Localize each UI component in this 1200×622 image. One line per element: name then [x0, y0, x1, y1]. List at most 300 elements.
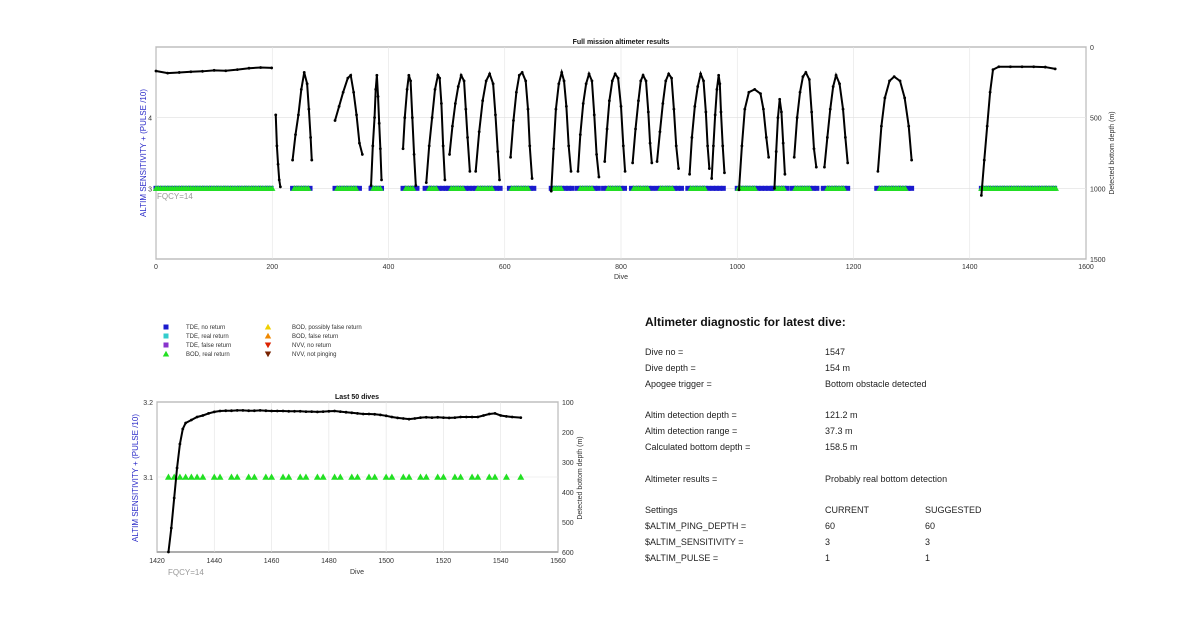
top-y-right-label: Detected bottom depth (m): [1109, 111, 1116, 195]
depth-point: [408, 418, 411, 421]
depth-point: [437, 74, 440, 77]
depth-point: [661, 102, 664, 105]
depth-point: [425, 416, 428, 419]
depth-point: [799, 91, 802, 94]
depth-point: [555, 108, 558, 111]
depth-point: [371, 145, 374, 148]
depth-point: [242, 409, 245, 412]
depth-point: [438, 77, 441, 80]
depth-point: [782, 142, 785, 145]
depth-point: [642, 74, 645, 77]
depth-point: [620, 105, 623, 108]
bottom-x-tick-label: 1440: [206, 558, 223, 565]
top-y-right-tick-label: 1500: [1090, 257, 1106, 264]
depth-point: [370, 184, 373, 187]
setting-current: 3: [825, 537, 831, 547]
setting-suggested: 60: [925, 521, 936, 531]
depth-point: [677, 167, 680, 170]
depth-point: [402, 147, 405, 150]
depth-point: [593, 113, 596, 116]
depth-point: [339, 410, 342, 413]
bottom-chart-title: Last 50 dives: [335, 394, 379, 401]
depth-point: [307, 108, 310, 111]
top-x-tick-label: 1200: [845, 264, 862, 271]
bottom-x-tick-label: 1500: [378, 558, 394, 565]
bottom-x-tick-label: 1480: [321, 558, 337, 565]
full-mission-chart: [139, 39, 1116, 281]
tde-no-return-marker: [622, 186, 627, 191]
depth-point: [883, 96, 886, 99]
tde-no-return-marker: [679, 186, 684, 191]
depth-point: [189, 70, 192, 73]
depth-point: [708, 167, 711, 170]
depth-point: [650, 161, 653, 164]
depth-point: [649, 142, 652, 145]
depth-point: [585, 82, 588, 85]
depth-point: [322, 410, 325, 413]
depth-point: [293, 410, 296, 413]
depth-point: [835, 74, 838, 77]
depth-point: [759, 92, 762, 95]
depth-point: [496, 150, 499, 153]
depth-point: [259, 409, 262, 412]
depth-point: [826, 136, 829, 139]
top-x-label: Dive: [613, 274, 629, 281]
depth-point: [448, 417, 451, 420]
top-fqcy-annotation: FQCY=14: [157, 192, 193, 201]
depth-point: [411, 116, 414, 119]
depth-point: [647, 111, 650, 114]
depth-point: [696, 85, 699, 88]
depth-point: [201, 414, 204, 417]
depth-point: [505, 415, 508, 418]
depth-point: [378, 122, 381, 125]
top-x-tick-label: 800: [615, 264, 627, 271]
depth-point: [813, 147, 816, 150]
depth-point: [570, 170, 573, 173]
depth-point: [306, 82, 309, 85]
depth-point: [431, 416, 434, 419]
legend-triangle-marker: [265, 342, 271, 348]
legend-triangle-marker: [265, 333, 271, 339]
depth-point: [465, 416, 468, 419]
depth-point: [299, 410, 302, 413]
depth-point: [247, 409, 250, 412]
depth-point: [361, 153, 364, 156]
depth-point: [899, 80, 902, 83]
setting-label: $ALTIM_SENSITIVITY =: [645, 537, 744, 547]
legend-square-marker: [164, 325, 169, 330]
depth-point: [379, 147, 382, 150]
depth-point: [236, 68, 239, 71]
last-50-dives-chart: [131, 394, 584, 577]
diagnostic-value: 154 m: [825, 363, 851, 373]
depth-point: [374, 88, 377, 91]
bottom-fqcy-annotation: FQCY=14: [168, 568, 204, 577]
depth-point: [468, 170, 471, 173]
depth-point: [190, 419, 193, 422]
depth-point: [464, 108, 467, 111]
tde-no-return-marker: [814, 186, 819, 191]
depth-point: [704, 111, 707, 114]
diagnostic-value: 37.3 m: [825, 426, 853, 436]
depth-point: [170, 527, 173, 530]
depth-point: [377, 95, 380, 98]
top-x-tick-label: 0: [154, 264, 158, 271]
depth-point: [253, 409, 256, 412]
depth-point: [767, 156, 770, 159]
depth-point: [656, 160, 659, 163]
depth-point: [550, 190, 553, 193]
diagnostic-title: Altimeter diagnostic for latest dive:: [645, 315, 846, 329]
depth-point: [375, 74, 378, 77]
depth-point: [294, 133, 297, 136]
depth-point: [207, 412, 210, 415]
top-x-tick-label: 200: [266, 264, 279, 271]
depth-point: [345, 411, 348, 414]
depth-point: [622, 145, 625, 148]
depth-point: [173, 497, 176, 500]
setting-label: $ALTIM_PING_DEPTH =: [645, 521, 747, 531]
bottom-x-tick-label: 1540: [492, 558, 509, 565]
depth-point: [167, 551, 170, 554]
depth-point: [338, 105, 341, 108]
depth-point: [595, 153, 598, 156]
setting-current: 60: [825, 521, 836, 531]
depth-point: [780, 111, 783, 114]
depth-point: [305, 410, 308, 413]
depth-point: [213, 411, 216, 414]
bottom-y-left-tick-label: 3.2: [143, 400, 153, 407]
depth-point: [478, 130, 481, 133]
top-y-right-tick-label: 500: [1090, 115, 1102, 123]
depth-point: [567, 145, 570, 148]
depth-point: [645, 80, 648, 83]
depth-point: [723, 171, 726, 174]
depth-point: [413, 417, 416, 420]
depth-point: [775, 150, 778, 153]
depth-point: [588, 72, 591, 75]
depth-point: [639, 80, 642, 83]
depth-point: [409, 80, 412, 83]
depth-point: [903, 96, 906, 99]
depth-point: [474, 170, 477, 173]
depth-point: [498, 178, 501, 181]
depth-point: [224, 69, 227, 72]
legend-label: BOD, false return: [292, 334, 339, 340]
top-y-left-label: ALTIM SENSITIVITY + (PULSE /10): [139, 89, 148, 217]
depth-point: [368, 413, 371, 416]
depth-point: [373, 413, 376, 416]
depth-point: [1021, 65, 1024, 68]
depth-point: [494, 113, 497, 116]
depth-point: [582, 102, 585, 105]
diagnostic-value: 158.5 m: [825, 442, 858, 452]
depth-point: [659, 130, 662, 133]
depth-point: [184, 422, 187, 425]
tde-no-return-marker: [570, 186, 575, 191]
depth-point: [515, 91, 518, 94]
legend-label: NVV, not pinging: [292, 352, 337, 358]
bottom-y-right-tick-label: 300: [562, 460, 574, 467]
setting-label: $ALTIM_PULSE =: [645, 553, 719, 563]
depth-point: [179, 443, 182, 446]
depth-point: [471, 416, 474, 419]
depth-point: [291, 159, 294, 162]
depth-point: [509, 156, 512, 159]
depth-point: [720, 111, 723, 114]
diagnostic-value: 1547: [825, 347, 846, 357]
depth-point: [511, 416, 514, 419]
depth-point: [577, 170, 580, 173]
top-x-tick-label: 400: [382, 264, 395, 271]
depth-point: [460, 74, 463, 77]
depth-point: [236, 409, 239, 412]
depth-point: [1032, 65, 1035, 68]
depth-point: [617, 77, 620, 80]
depth-point: [691, 136, 694, 139]
depth-point: [815, 166, 818, 169]
depth-point: [608, 99, 611, 102]
depth-point: [248, 67, 251, 70]
depth-point: [492, 82, 495, 85]
depth-point: [1054, 68, 1057, 71]
depth-point: [524, 80, 527, 83]
depth-point: [634, 128, 637, 131]
depth-point: [552, 147, 555, 150]
depth-point: [425, 181, 428, 184]
depth-point: [838, 82, 841, 85]
depth-point: [997, 65, 1000, 68]
depth-point: [910, 159, 913, 162]
depth-point: [844, 136, 847, 139]
depth-point: [453, 416, 456, 419]
bottom-y-right-label: Detected bottom depth (m): [577, 436, 584, 520]
diagnostic-label: Dive depth =: [645, 363, 696, 373]
depth-point: [829, 108, 832, 111]
depth-point: [463, 80, 466, 83]
depth-point: [741, 145, 744, 148]
depth-point: [276, 410, 279, 413]
depth-point: [810, 111, 813, 114]
bottom-x-tick-label: 1460: [263, 558, 280, 565]
depth-point: [518, 74, 521, 77]
depth-point: [670, 77, 673, 80]
tde-no-return-marker: [721, 186, 726, 191]
top-chart-title: Full mission altimeter results: [572, 39, 670, 46]
depth-point: [512, 119, 515, 122]
depth-point: [346, 77, 349, 80]
depth-point: [557, 82, 560, 85]
depth-point: [804, 71, 807, 74]
diagnostic-label: Apogee trigger =: [645, 379, 712, 389]
depth-point: [721, 145, 724, 148]
depth-point: [443, 178, 446, 181]
bottom-x-tick-label: 1420: [149, 558, 165, 565]
depth-point: [166, 72, 169, 75]
depth-point: [531, 177, 534, 180]
depth-point: [224, 409, 227, 412]
depth-point: [675, 145, 678, 148]
bottom-x-tick-label: 1560: [550, 558, 566, 565]
top-y-right-tick-label: 1000: [1090, 186, 1106, 194]
bottom-y-right-tick-label: 500: [562, 520, 574, 527]
depth-point: [380, 178, 383, 181]
depth-point: [989, 91, 992, 94]
legend-label: BOD, real return: [186, 352, 230, 358]
legend-square-marker: [164, 343, 169, 348]
depth-point: [485, 80, 488, 83]
bottom-y-left-label: ALTIM SENSITIVITY + (PULSE /10): [131, 414, 140, 542]
setting-suggested: 1: [925, 553, 931, 563]
legend-label: TDE, real return: [186, 334, 229, 340]
top-x-tick-label: 600: [498, 264, 511, 271]
depth-point: [877, 170, 880, 173]
depth-point: [699, 72, 702, 75]
bottom-y-right-tick-label: 100: [562, 400, 574, 407]
depth-point: [667, 72, 670, 75]
setting-current: 1: [825, 553, 831, 563]
depth-point: [476, 416, 479, 419]
depth-point: [519, 416, 522, 419]
depth-point: [282, 410, 285, 413]
legend-triangle-marker: [265, 324, 271, 330]
depth-point: [390, 416, 393, 419]
depth-point: [823, 166, 826, 169]
settings-header-label: Settings: [645, 505, 678, 515]
depth-point: [762, 108, 765, 111]
depth-point: [333, 410, 336, 413]
depth-point: [743, 108, 746, 111]
top-x-tick-label: 1400: [961, 264, 978, 271]
depth-point: [270, 410, 273, 413]
depth-point: [606, 128, 609, 131]
bottom-y-left-tick-label: 3.1: [143, 475, 153, 482]
depth-point: [1009, 65, 1012, 68]
depth-point: [560, 71, 563, 74]
top-y-left-tick-label: 4: [148, 115, 152, 123]
depth-point: [637, 99, 640, 102]
legend-triangle-marker: [265, 351, 271, 357]
depth-point: [710, 177, 713, 180]
depth-point: [277, 163, 280, 166]
depth-point: [309, 136, 312, 139]
diagnostic-label: Altimeter results =: [645, 474, 718, 484]
depth-point: [688, 173, 691, 176]
depth-point: [356, 412, 359, 415]
depth-point: [488, 72, 491, 75]
diagnostic-value: Probably real bottom detection: [825, 474, 948, 484]
legend-label: BOD, possibly false return: [292, 325, 362, 331]
depth-point: [579, 133, 582, 136]
depth-point: [983, 159, 986, 162]
depth-point: [278, 178, 281, 181]
depth-point: [181, 428, 184, 431]
legend: [163, 324, 362, 358]
depth-point: [431, 116, 434, 119]
depth-point: [352, 91, 355, 94]
depth-point: [196, 416, 199, 419]
depth-point: [598, 176, 601, 179]
depth-point: [270, 67, 273, 70]
depth-point: [714, 113, 717, 116]
depth-point: [481, 99, 484, 102]
depth-point: [414, 184, 417, 187]
diagnostic-label: Altim detection range =: [645, 426, 738, 436]
depth-point: [201, 70, 204, 73]
depth-point: [310, 159, 313, 162]
depth-point: [706, 145, 709, 148]
depth-point: [842, 108, 845, 111]
depth-point: [362, 413, 365, 416]
depth-point: [808, 78, 811, 81]
depth-point: [213, 69, 216, 72]
depth-point: [428, 145, 431, 148]
depth-point: [178, 71, 181, 74]
depth-point: [316, 411, 319, 414]
tde-no-return-marker: [909, 186, 914, 191]
depth-point: [303, 71, 306, 74]
depth-point: [664, 80, 667, 83]
depth-point: [264, 409, 267, 412]
depth-point: [403, 116, 406, 119]
depth-point: [407, 74, 410, 77]
depth-point: [176, 467, 179, 470]
depth-point: [603, 160, 606, 163]
depth-point: [442, 416, 445, 419]
depth-point: [992, 68, 995, 71]
depth-point: [712, 145, 715, 148]
depth-point: [342, 91, 345, 94]
depth-point: [379, 414, 382, 417]
depth-point: [436, 416, 439, 419]
depth-point: [451, 125, 454, 128]
depth-point: [396, 417, 399, 420]
bottom-y-right-tick-label: 600: [562, 550, 574, 557]
depth-point: [591, 80, 594, 83]
depth-point: [448, 153, 451, 156]
legend-label: TDE, false return: [186, 343, 232, 349]
depth-point: [521, 71, 524, 74]
depth-point: [454, 102, 457, 105]
depth-point: [499, 414, 502, 417]
depth-point: [611, 80, 614, 83]
setting-suggested: 3: [925, 537, 931, 547]
depth-point: [893, 75, 896, 78]
settings-header-current: CURRENT: [825, 505, 869, 515]
depth-point: [753, 88, 756, 91]
bottom-x-label: Dive: [349, 569, 365, 576]
depth-point: [442, 145, 445, 148]
depth-point: [310, 410, 313, 413]
depth-point: [880, 125, 883, 128]
top-x-tick-label: 1600: [1078, 264, 1094, 271]
top-y-right-tick-label: 0: [1090, 45, 1094, 52]
depth-point: [440, 102, 443, 105]
depth-point: [482, 414, 485, 417]
depth-point: [334, 119, 337, 122]
depth-point: [402, 417, 405, 420]
depth-point: [297, 113, 300, 116]
settings-header-suggested: SUGGESTED: [925, 505, 982, 515]
top-y-left-tick-label: 3: [148, 186, 152, 194]
depth-point: [276, 145, 279, 148]
depth-point: [527, 108, 530, 111]
depth-point: [434, 88, 437, 91]
depth-point: [494, 412, 497, 415]
depth-point: [793, 156, 796, 159]
diagnostic-label: Altim detection depth =: [645, 410, 737, 420]
